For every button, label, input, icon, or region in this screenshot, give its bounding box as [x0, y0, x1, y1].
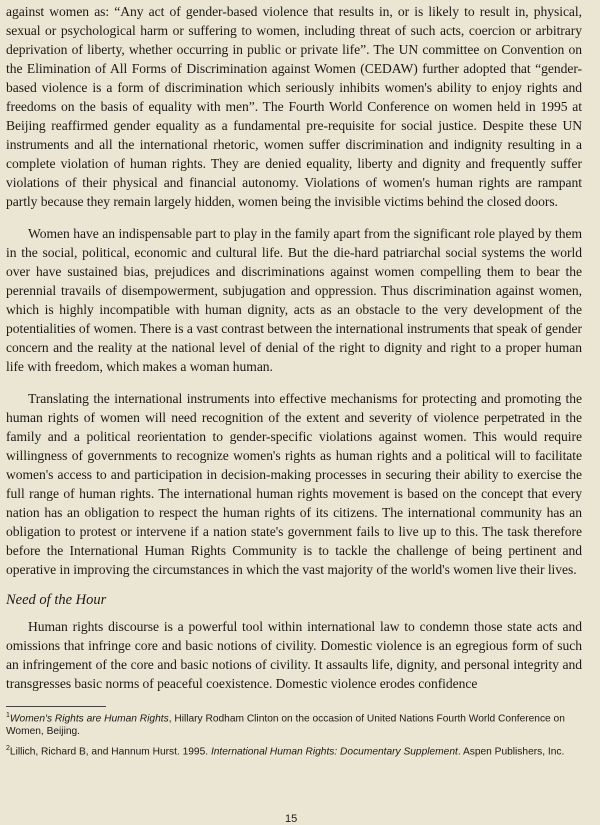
body-paragraph-2: Women have an indispensable part to play in the family apart from the significant role played by them in the social, political, economic and cultural life. But the die-hard patriarchal social systems the world over have sustained bias, prejudices and discriminations against women compelling them to bear the perennial travails of disempowerment, subjugation and oppression. Thus discrimination against women, which is highly incompatible with human dignity, acts as an obstacle to the very development of the potentialities of women. There is a vast contrast between the international instruments that speak of gender concern and the reality at the national level of denial of the right to dignity and right to a proper human life with freedom, which makes a woman human.: [6, 226, 582, 374]
footnote-1-number: 1: [6, 712, 10, 719]
footnote-1-title: Women's Rights are Human Rights: [9, 713, 169, 725]
footnote-divider: [6, 706, 106, 707]
footnote-2-authors: Lillich, Richard B, and Hannum Hurst. 1995.: [9, 746, 211, 758]
section-heading: Need of the Hour: [6, 592, 107, 608]
body-paragraph-3: Translating the international instruments into effective mechanisms for protecting and promoting the human rights of women will need recognition of the extent and severity of violence perpetrated in the family and a political reorientation to gender-specific violations against women. This would require willingness of governments to recognize women's rights as human rights and a political will to facilitate women's access to and participation in decision-making processes in securing their ability to exercise the full range of human rights. The international human rights movement is based on the concept that every nation has an obligation to respect the human rights of its citizens. The international community has an obligation to protest or intervene if a nation state's government fails to live up to this. The task therefore before the International Human Rights Community is to tackle the challenge of being pertinent and operative in improving the circumstances in which the vast majority of the world's women live their lives.: [6, 391, 582, 577]
footnote-2: [6, 743, 582, 759]
footnote-2-publisher: . Aspen Publishers, Inc.: [457, 746, 565, 758]
footnote-2-number: 2: [6, 745, 10, 753]
footnote-1: [6, 710, 582, 738]
footnote-1-text: , Hillary Rodham Clinton on the occasion of United Nations Fourth World Conference on Women, Beijing.: [6, 713, 565, 737]
footnote-2-title: International Human Rights: Documentary Supplement: [210, 746, 458, 758]
section-paragraph: Human rights discourse is a powerful tool within international law to condemn those state acts and omissions that infringe core and basic notions of civility. Domestic violence is an egregious form of such an infringement of the core and basic notions of civility. It assaults life, dignity, and personal integrity and transgresses basic norms of peaceful coexistence. Domestic violence erodes confidence: [6, 619, 582, 691]
page-number: 15: [285, 813, 298, 825]
body-paragraph-1: against women as: “Any act of gender-based violence that results in, or is likely to result in, physical, sexual or psychological harm or suffering to women, including threat of such acts, coercion or arbitrary deprivation of liberty, whether occurring in public or private life”. The UN committee on Convention on the Elimination of All Forms of Discrimination against Women (CEDAW) further adopted that “gender-based violence is a form of discrimination which seriously inhibits women's ability to enjoy rights and freedoms on the basis of equality with men”. The Fourth World Conference on women held in 1995 at Beijing reaffirmed gender equality as a fundamental pre-requisite for social justice. Despite these UN instruments and all the international rhetoric, women suffer discrimination and indignity resulting in a complete violation of human rights. They are denied equality, liberty and dignity and frequently suffer violations of their physical and financial autonomy. Violations of women's human rights are rampant partly because they remain largely hidden, women being the invisible victims behind the closed doors.: [6, 4, 582, 209]
